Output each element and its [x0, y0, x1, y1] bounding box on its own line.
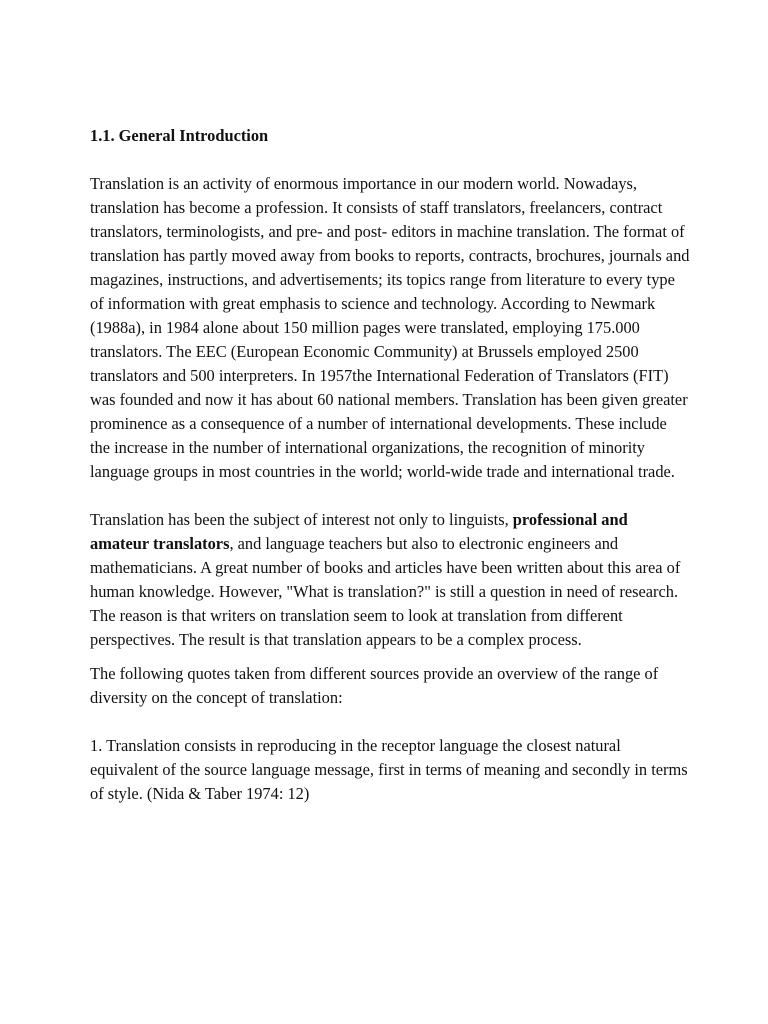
interest-paragraph-start: Translation has been the subject of interest not only to linguists, — [90, 510, 513, 529]
document-page — [90, 124, 690, 806]
quote-item-1: 1. Translation consists in reproducing in the receptor language the closest natural equivalent of the source language message, first in terms of meaning and secondly in terms of style. (Nida & Taber 1974: 12) — [90, 736, 688, 803]
interest-paragraph-bold: professional and amateur translators — [90, 510, 628, 553]
quotes-intro-paragraph: The following quotes taken from different sources provide an overview of the range of diversity on the concept of translation: — [90, 664, 659, 707]
interest-paragraph — [90, 508, 690, 652]
section-heading: 1.1. General Introduction — [90, 126, 269, 145]
intro-paragraph: Translation is an activity of enormous importance in our modern world. Nowadays, translation has become a profession. It consists of staff translators, freelancers, contract translators, terminologists, and pre- and post- editors in machine translation. The format of translation has partly moved away from books to reports, contracts, brochures, journals and magazines, instructions, and advertisements; its topics range from literature to every type of information with great emphasis to science and technology. According to Newmark (1988a), in 1984 alone about 150 million pages were translated, employing 175.000 translators. The EEC (European Economic Community) at Brussels employed 2500 translators and 500 interpreters. In 1957the International Federation of Translators (FIT) was founded and now it has about 60 national members. Translation has been given greater prominence as a consequence of a number of international developments. These include the increase in the number of international organizations, the recognition of minority language groups in most countries in the world; world-wide trade and international trade. — [90, 174, 690, 481]
interest-paragraph-end: , and language teachers but also to electronic engineers and mathematicians. A great number of books and articles have been written about this area of human knowledge. However, "What is translation?" is still a question in need of research. The reason is that writers on translation seem to look at translation from different perspectives. The result is that translation appears to be a complex process. — [90, 534, 681, 649]
